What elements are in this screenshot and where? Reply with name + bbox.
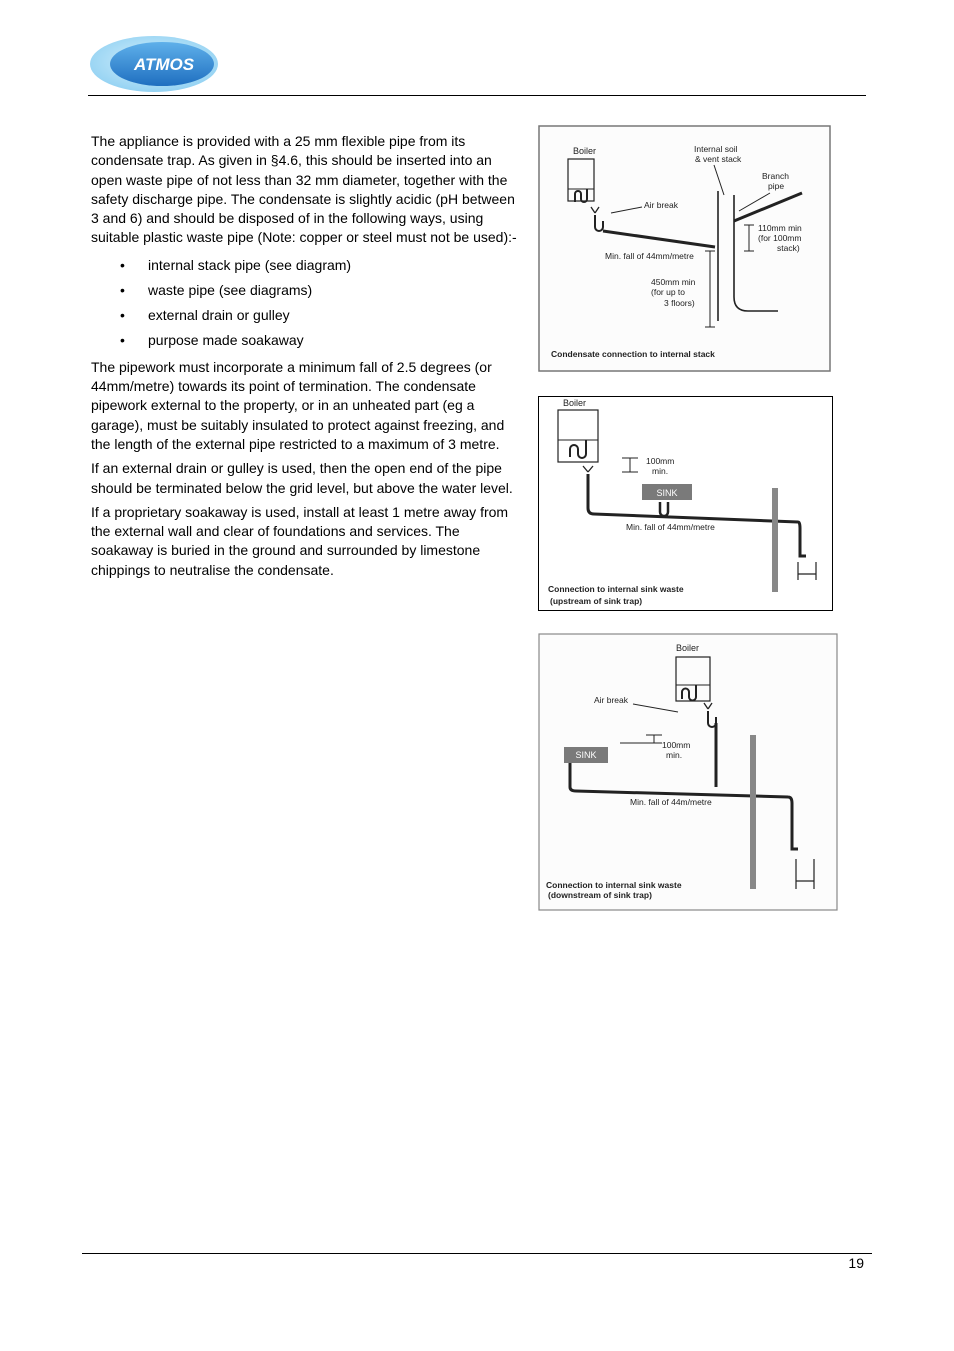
min110-label-line1: 110mm min bbox=[758, 223, 802, 233]
boiler-label: Boiler bbox=[676, 643, 700, 653]
list-item: • external drain or gulley bbox=[91, 303, 525, 328]
header-rule bbox=[88, 95, 866, 96]
min450-label-line2: (for up to bbox=[651, 287, 686, 297]
fall-label: Min. fall of 44mm/metre bbox=[605, 251, 694, 261]
bullet-icon: • bbox=[120, 281, 125, 298]
branch-label-line1: Branch bbox=[762, 171, 789, 181]
diagram1-caption: Condensate connection to internal stack bbox=[551, 349, 715, 359]
air-break-label: Air break bbox=[594, 695, 629, 705]
diagram-sink-upstream bbox=[538, 396, 834, 612]
list-item: • waste pipe (see diagrams) bbox=[91, 278, 525, 303]
boiler-label: Boiler bbox=[563, 398, 587, 408]
list-item: • internal stack pipe (see diagram) bbox=[91, 253, 525, 278]
diagram-internal-stack bbox=[538, 125, 832, 373]
min450-label-line1: 450mm min bbox=[651, 277, 696, 287]
min450-label-line3: 3 floors) bbox=[664, 298, 695, 308]
list-item: • purpose made soakaway bbox=[91, 328, 525, 353]
min100-label-line2: min. bbox=[666, 750, 683, 760]
diagram-sink-downstream bbox=[538, 633, 840, 913]
body-text bbox=[91, 132, 525, 585]
bullet-icon: • bbox=[120, 256, 125, 273]
diagram2-caption-line2: (upstream of sink trap) bbox=[550, 596, 643, 606]
air-break-label: Air break bbox=[644, 200, 679, 210]
diagram3-caption-line2: (downstream of sink trap) bbox=[548, 890, 652, 900]
diagram3-caption-line1: Connection to internal sink waste bbox=[546, 880, 682, 890]
min100-label-line1: 100mm bbox=[662, 740, 691, 750]
sink-label: SINK bbox=[656, 488, 678, 498]
bullet-icon: • bbox=[120, 306, 125, 323]
min110-label-line2: (for 100mm bbox=[758, 233, 802, 243]
intro-paragraph: The appliance is provided with a 25 mm flexible pipe from its condensate trap. As given in §4.6, this should be inserted into an open waste pipe of not less than 32 mm diameter, together with the safety discharge pipe. The condensate is slightly acidic (pH between 3 and 6) and should be disposed of in the following ways, using suitable plastic waste pipe (Note: copper or steel must not be used):- bbox=[91, 133, 517, 246]
stack-label-line2: & vent stack bbox=[695, 154, 742, 164]
min110-label-line3: stack) bbox=[777, 243, 800, 253]
diagram2-caption-line1: Connection to internal sink waste bbox=[548, 584, 684, 594]
sink-label: SINK bbox=[575, 750, 597, 760]
bullet-icon: • bbox=[120, 331, 125, 348]
fall-label: Min. fall of 44mm/metre bbox=[626, 522, 715, 532]
page-number: 19 bbox=[848, 1255, 864, 1271]
stack-label-line1: Internal soil bbox=[694, 144, 738, 154]
branch-label-line2: pipe bbox=[768, 181, 785, 191]
min100-label-line1: 100mm bbox=[646, 456, 675, 466]
soakaway-paragraph: If a proprietary soakaway is used, install at least 1 metre away from the external wall and clear of foundations and services. The soakaway is buried in the ground and surrounded by limestone chippings to neutralise the condensate. bbox=[91, 503, 509, 578]
boiler-label: Boiler bbox=[573, 146, 597, 156]
disposal-list bbox=[91, 253, 525, 353]
drain-paragraph: If an external drain or gulley is used, then the open end of the pipe should be terminated below the grid level, but above the water level. bbox=[91, 460, 513, 496]
footer-rule bbox=[82, 1253, 872, 1254]
min100-label-line2: min. bbox=[652, 466, 669, 476]
fall-paragraph: The pipework must incorporate a minimum fall of 2.5 degrees (or 44mm/metre) towards its point of termination. The condensate pipework external to the property, or in an unheated part (eg a garage), must be suitably insulated to protect against freezing, and the length of the external pipe restricted to a maximum of 3 metre. bbox=[91, 358, 505, 452]
logo-text: ATMOS bbox=[133, 55, 195, 74]
atmos-logo bbox=[88, 34, 220, 94]
fall-label: Min. fall of 44m/metre bbox=[630, 797, 712, 807]
